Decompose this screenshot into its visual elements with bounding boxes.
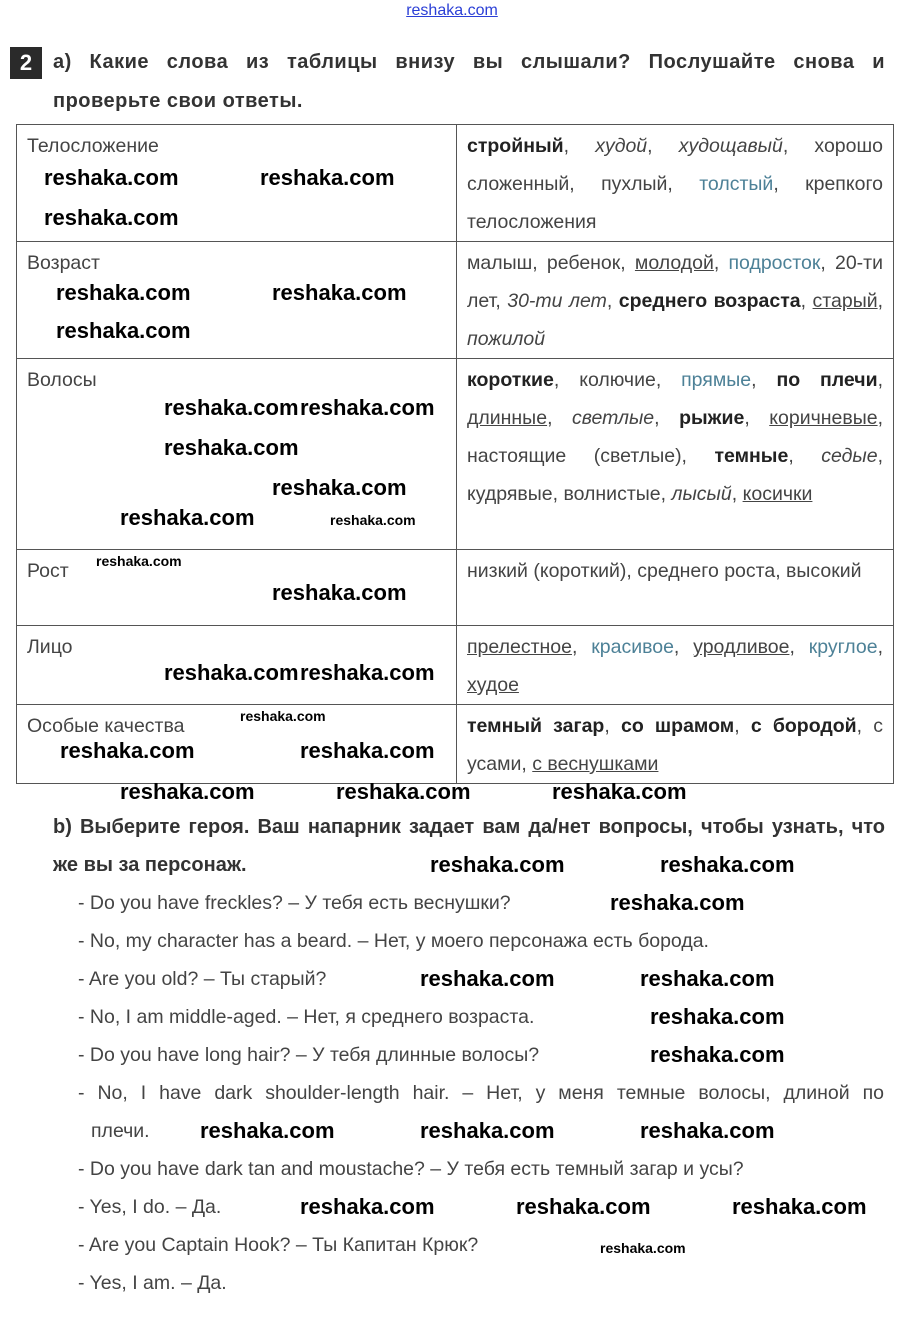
dialogue-line: - No, I have dark shoulder-length hair. – Нет, у меня темные волосы, длиной по: [78, 1082, 884, 1104]
watermark: reshaka.com: [610, 890, 745, 915]
word-segment: ,: [788, 445, 822, 467]
category-cell: Особые качества: [17, 705, 457, 784]
word-segment: с бородой: [750, 715, 857, 737]
word-segment: низкий (короткий), среднего роста, высокий: [467, 560, 862, 582]
dialogue-line: - Do you have freckles? – У тебя есть веснушки?: [78, 892, 511, 914]
word-segment: коричневые: [769, 407, 878, 429]
table-row: [17, 626, 894, 705]
word-segment: , хорошо сложенный, пухлый,: [467, 135, 883, 195]
word-segment: , крепкого телосложения: [467, 173, 883, 233]
watermark: reshaka.com: [430, 852, 565, 877]
category-cell: Лицо: [17, 626, 457, 705]
watermark: reshaka.com: [300, 395, 435, 420]
watermark: reshaka.com: [420, 966, 555, 991]
word-segment: седые: [821, 445, 878, 467]
word-segment: ,: [789, 636, 809, 658]
watermark: reshaka.com: [640, 1118, 775, 1143]
word-segment: толстый: [699, 173, 774, 195]
watermark: reshaka.com: [44, 165, 179, 190]
watermark: reshaka.com: [272, 580, 407, 605]
word-segment: ,: [647, 135, 679, 157]
category-cell: Волосы: [17, 359, 457, 550]
words-cell: [457, 359, 894, 550]
watermark: reshaka.com: [260, 165, 395, 190]
dialogue-line: - No, I am middle-aged. – Нет, я среднего возраста.: [78, 1006, 535, 1028]
word-segment: ,: [571, 636, 592, 658]
word-segment: малыш, ребенок,: [467, 252, 635, 274]
word-segment: ,: [673, 636, 694, 658]
word-segment: ,: [606, 290, 619, 312]
word-segment: , 20-ти лет,: [467, 252, 883, 312]
words-cell: [457, 242, 894, 359]
watermark: reshaka.com: [600, 1240, 686, 1256]
watermark: reshaka.com: [732, 1194, 867, 1219]
word-segment: ,: [734, 715, 751, 737]
watermark: reshaka.com: [60, 738, 195, 763]
dialogue-line: - Yes, I am. – Да.: [78, 1272, 227, 1294]
header-link[interactable]: reshaka.com: [406, 2, 498, 19]
watermark: reshaka.com: [164, 435, 299, 460]
word-segment: темный загар: [467, 715, 605, 737]
word-segment: короткие: [467, 369, 554, 391]
word-segment: прелестное: [467, 636, 572, 658]
word-segment: длинные: [467, 407, 548, 429]
category-cell: Телосложение: [17, 125, 457, 242]
word-segment: круглое: [808, 636, 878, 658]
dialogue-line: - Are you Captain Hook? – Ты Капитан Крюк?: [78, 1234, 479, 1256]
word-segment: темные: [714, 445, 789, 467]
dialogue-line: - Yes, I do. – Да.: [78, 1196, 222, 1218]
words-cell: [457, 705, 894, 784]
watermark: reshaka.com: [56, 280, 191, 305]
watermark: reshaka.com: [44, 205, 179, 230]
watermark: reshaka.com: [200, 1118, 335, 1143]
watermark: reshaka.com: [272, 280, 407, 305]
word-segment: ,: [547, 407, 572, 429]
word-segment: с веснушками: [532, 753, 659, 775]
exercise-number: 2: [10, 47, 42, 79]
task-a-line2: проверьте свои ответы.: [53, 90, 303, 112]
word-segment: ,: [751, 369, 777, 391]
watermark: reshaka.com: [300, 738, 435, 763]
word-segment: худощавый: [678, 135, 783, 157]
words-cell: [457, 626, 894, 705]
watermark: reshaka.com: [330, 512, 416, 528]
word-segment: среднего возраста: [618, 290, 801, 312]
word-segment: уродливое: [693, 636, 790, 658]
word-segment: стройный: [467, 135, 564, 157]
word-segment: косички: [742, 483, 813, 505]
task-b: b) Выберите героя. Ваш напарник задает вам да/нет вопросы, чтобы узнать, что же вы за персонаж.: [53, 816, 885, 876]
word-segment: ,: [654, 407, 680, 429]
words-cell: [457, 125, 894, 242]
word-segment: по плечи: [776, 369, 878, 391]
word-segment: рыжие: [679, 407, 745, 429]
word-segment: ,: [731, 483, 743, 505]
word-segment: ,: [744, 407, 770, 429]
word-segment: худой: [595, 135, 648, 157]
word-segment: красивое: [591, 636, 674, 658]
words-cell: [457, 550, 894, 626]
watermark: reshaka.com: [120, 779, 255, 804]
word-segment: ,: [800, 290, 813, 312]
category-cell: Возраст: [17, 242, 457, 359]
category-cell: Рост: [17, 550, 457, 626]
word-segment: светлые: [572, 407, 655, 429]
word-segment: прямые: [681, 369, 752, 391]
dialogue-line: - Are you old? – Ты старый?: [78, 968, 327, 990]
word-segment: ,: [563, 135, 596, 157]
dialogue-line: - No, my character has a beard. – Нет, у моего персонажа есть борода.: [78, 930, 709, 952]
word-segment: ,: [877, 290, 884, 312]
word-segment: , настоящие (светлые),: [467, 407, 883, 467]
watermark: reshaka.com: [650, 1042, 785, 1067]
watermark: reshaka.com: [120, 505, 255, 530]
word-segment: ,: [713, 252, 729, 274]
watermark: reshaka.com: [164, 660, 299, 685]
watermark: reshaka.com: [336, 779, 471, 804]
word-segment: , кудрявые, волнистые,: [467, 445, 883, 505]
watermark: reshaka.com: [96, 553, 182, 569]
watermark: reshaka.com: [516, 1194, 651, 1219]
watermark: reshaka.com: [164, 395, 299, 420]
dialogue-line: - Do you have long hair? – У тебя длинные волосы?: [78, 1044, 540, 1066]
watermark: reshaka.com: [240, 708, 326, 724]
watermark: reshaka.com: [650, 1004, 785, 1029]
word-segment: старый: [812, 290, 878, 312]
dialogue: [78, 884, 884, 1302]
word-segment: молодой: [634, 252, 714, 274]
word-segment: ,: [877, 636, 884, 658]
word-segment: ,: [604, 715, 621, 737]
dialogue-line: плечи.: [91, 1120, 150, 1142]
word-segment: , колючие,: [553, 369, 682, 391]
word-segment: 30-ти лет: [507, 290, 607, 312]
word-segment: подросток: [728, 252, 821, 274]
watermark: reshaka.com: [272, 475, 407, 500]
task-a-line1: a) Какие слова из таблицы внизу вы слышали? Послушайте снова и: [53, 51, 885, 73]
word-segment: , с усами,: [467, 715, 884, 775]
watermark: reshaka.com: [420, 1118, 555, 1143]
watermark: reshaka.com: [56, 318, 191, 343]
word-segment: ,: [877, 369, 883, 391]
word-segment: худое: [467, 674, 519, 696]
watermark: reshaka.com: [640, 966, 775, 991]
watermark: reshaka.com: [552, 779, 687, 804]
watermark: reshaka.com: [300, 1194, 435, 1219]
word-segment: со шрамом: [620, 715, 735, 737]
watermark: reshaka.com: [660, 852, 795, 877]
dialogue-line: - Do you have dark tan and moustache? – У тебя есть темный загар и усы?: [78, 1158, 744, 1180]
word-segment: лысый: [671, 483, 732, 505]
word-segment: пожилой: [467, 328, 546, 350]
watermark: reshaka.com: [300, 660, 435, 685]
